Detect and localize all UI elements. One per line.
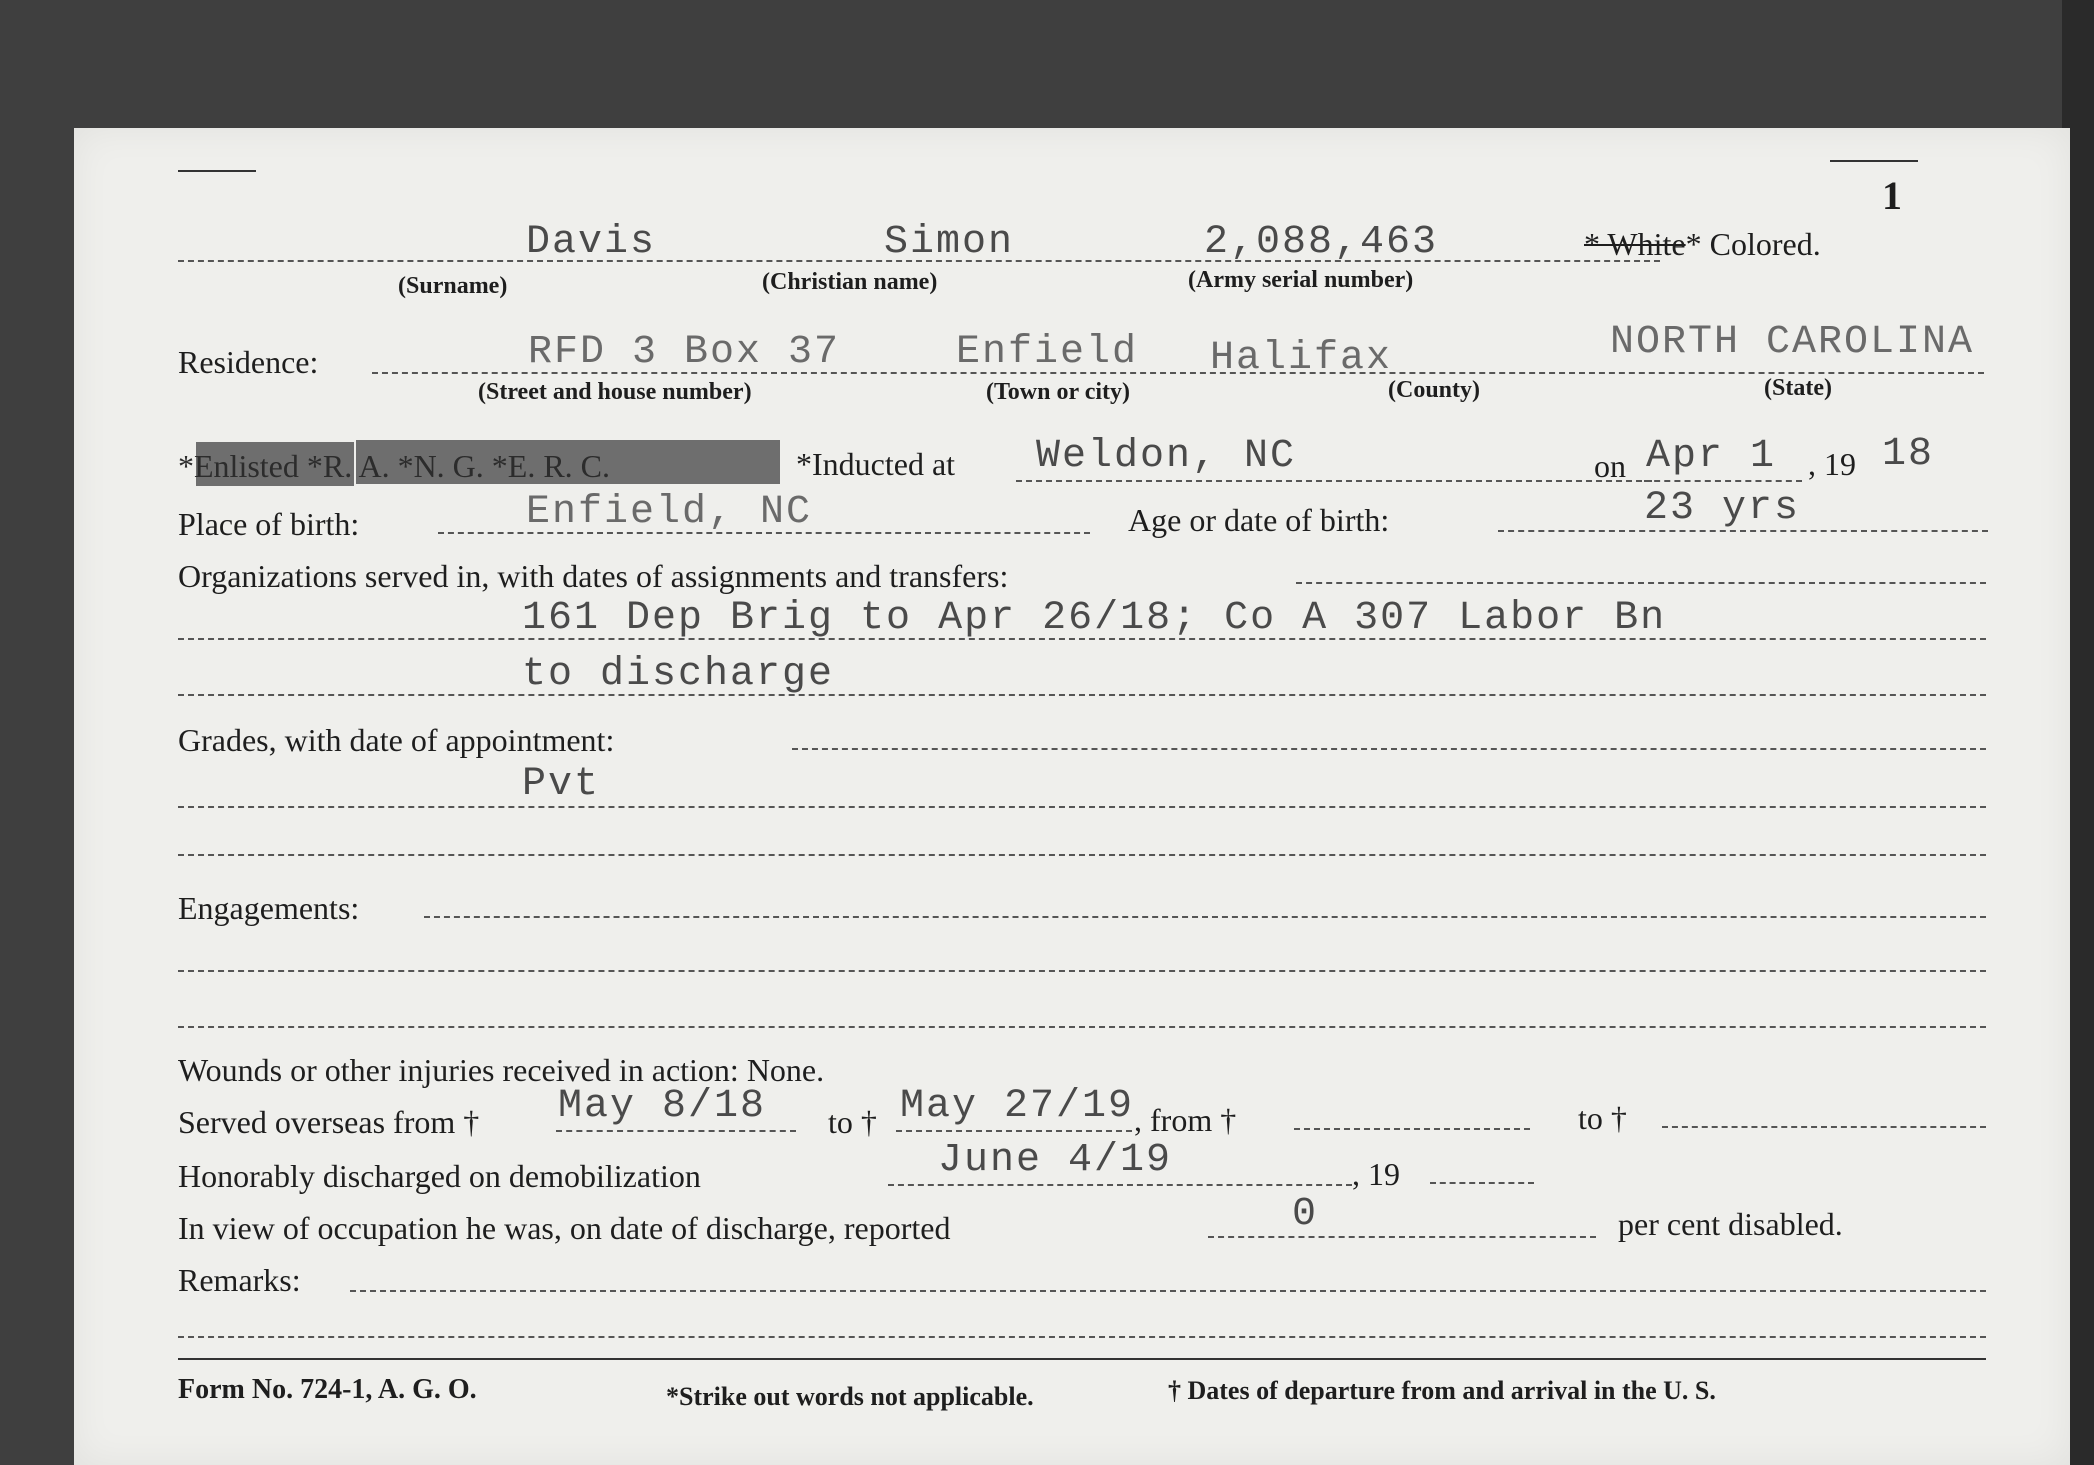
serial-number-caption: (Army serial number) [1188, 267, 1414, 293]
inducted-place-value: Weldon, NC [1036, 434, 1297, 479]
residence-label: Residence: [178, 344, 319, 380]
enlisted-options: *Enlisted *R. A. *N. G. *E. R. C. [178, 448, 611, 484]
footnote-strike: *Strike out words not applicable. [666, 1382, 1034, 1411]
organizations-value-2: to discharge [522, 652, 835, 697]
christian-name-caption: (Christian name) [762, 269, 938, 295]
on-label: on [1594, 448, 1626, 484]
overseas-from2-label: , from † [1134, 1102, 1237, 1138]
remarks-label: Remarks: [178, 1262, 301, 1298]
footer-rule [178, 1358, 1986, 1360]
state-value: NORTH CAROLINA [1610, 320, 1975, 365]
serial-number-value: 2,088,463 [1204, 220, 1439, 265]
county-caption: (County) [1388, 377, 1481, 403]
inducted-year-value: 18 [1882, 432, 1935, 477]
age-label: Age or date of birth: [1128, 502, 1390, 538]
wounds-label: Wounds or other injuries received in action: None. [178, 1052, 825, 1088]
corner-mark-left [178, 170, 256, 172]
engagements-line-1 [178, 970, 1986, 972]
organizations-value-1: 161 Dep Brig to Apr 26/18; Co A 307 Labor Bn [522, 596, 1667, 641]
grades-line-0 [792, 748, 1986, 750]
disabled-suffix: per cent disabled. [1618, 1206, 1843, 1242]
engagements-label: Engagements: [178, 890, 360, 926]
town-value: Enfield [956, 330, 1139, 375]
town-caption: (Town or city) [986, 379, 1130, 405]
county-value: Halifax [1210, 336, 1393, 381]
organizations-line-0 [1296, 582, 1986, 584]
overseas-label: Served overseas from † [178, 1104, 480, 1140]
inducted-place-line [1016, 480, 1652, 482]
form-number: Form No. 724-1, A. G. O. [178, 1374, 477, 1405]
overseas-from2-line [1294, 1128, 1530, 1130]
overseas-from-value: May 8/18 [558, 1084, 767, 1129]
grade-value: Pvt [522, 762, 601, 807]
organizations-label: Organizations served in, with dates of assignments and transfers: [178, 558, 1009, 594]
disabled-percent-value: 0 [1292, 1192, 1319, 1237]
overseas-from-line [556, 1130, 796, 1132]
surname-caption: (Surname) [398, 273, 508, 299]
occupation-label: In view of occupation he was, on date of discharge, reported [178, 1210, 951, 1246]
street-caption: (Street and house number) [478, 379, 752, 405]
overseas-to2-line [1662, 1126, 1986, 1128]
birth-place-value: Enfield, NC [526, 490, 813, 535]
grades-line-1 [178, 806, 1986, 808]
surname-value: Davis [526, 220, 657, 265]
discharge-year-line [1430, 1182, 1534, 1184]
age-value: 23 yrs [1644, 486, 1801, 531]
footnote-dates: † Dates of departure from and arrival in the U. S. [1168, 1376, 1716, 1405]
inducted-date-line [1644, 480, 1802, 482]
remarks-line-0 [350, 1290, 1986, 1292]
discharge-label: Honorably discharged on demobilization [178, 1158, 701, 1194]
grades-line-2 [178, 854, 1986, 856]
birth-place-label: Place of birth: [178, 506, 360, 542]
race-colored-option: * Colored. [1685, 226, 1821, 262]
card-number: 1 [1882, 173, 1902, 218]
year-prefix: , 19 [1808, 446, 1856, 482]
discharge-date-value: June 4/19 [938, 1138, 1173, 1183]
race-white-option: * White [1584, 226, 1686, 262]
engagements-line-0 [424, 916, 1986, 918]
corner-mark-right [1830, 160, 1918, 162]
overseas-to-line [896, 1130, 1132, 1132]
remarks-line-1 [178, 1336, 1986, 1338]
discharge-year-label: , 19 [1352, 1156, 1400, 1192]
inducted-label: *Inducted at [796, 446, 956, 482]
street-value: RFD 3 Box 37 [528, 330, 841, 375]
engagements-line-2 [178, 1026, 1986, 1028]
grades-label: Grades, with date of appointment: [178, 722, 615, 758]
overseas-to-value: May 27/19 [900, 1084, 1135, 1129]
disabled-line [1208, 1236, 1596, 1238]
discharge-date-line [888, 1184, 1352, 1186]
overseas-to2-label: to † [1578, 1100, 1627, 1136]
organizations-line-2 [178, 694, 1986, 696]
service-record-card [74, 128, 2070, 1465]
overseas-to-label: to † [828, 1104, 877, 1140]
state-caption: (State) [1764, 375, 1832, 401]
inducted-date-value: Apr 1 [1646, 434, 1777, 479]
christian-name-value: Simon [884, 220, 1015, 265]
